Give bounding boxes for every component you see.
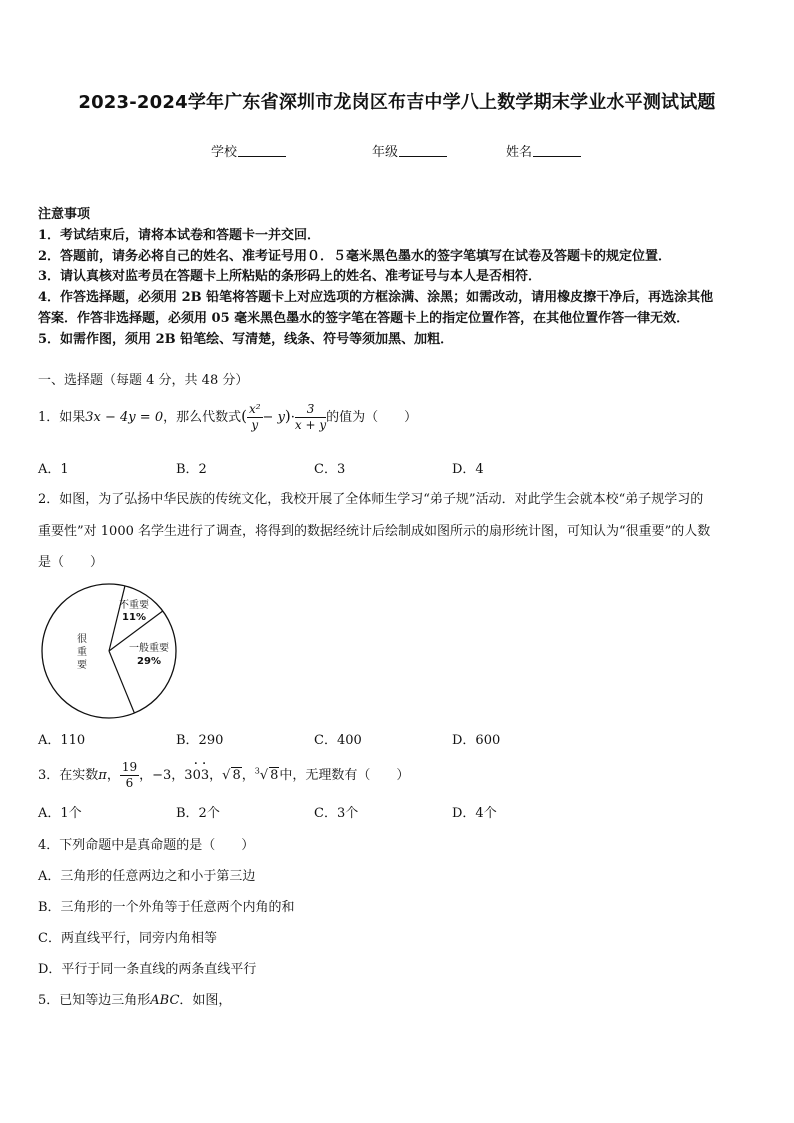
notice-item-5: 5．如需作图，须用 2B 铅笔绘、写清楚，线条、符号等须加黑、加粗． [38, 332, 454, 347]
section-heading: 一、选择题（每题 4 分，共 48 分） [38, 373, 249, 388]
pie-label-very-important-2: 重 [77, 647, 87, 658]
q2-option-d[interactable]: D．600 [452, 733, 501, 748]
q3-f-num: 19 [121, 760, 138, 774]
q4-option-c[interactable]: C．两直线平行，同旁内角相等 [38, 931, 217, 946]
q3-f-den: 6 [125, 776, 134, 790]
name-blank [533, 144, 581, 157]
notice-item-1: 1．考试结束后，请将本试卷和答题卡一并交回． [38, 228, 321, 243]
name-field [506, 141, 581, 160]
q1-f1-num: x² [248, 402, 261, 416]
q5-abc: ABC [150, 993, 180, 1008]
q3-neg3: ，−3， [139, 768, 185, 783]
q1-option-b[interactable]: B．2 [176, 462, 207, 477]
pie-chart [38, 580, 188, 722]
q3-pi: π [98, 768, 107, 783]
q1-f1-den: y [251, 418, 259, 432]
q1-f2-num: 3 [295, 402, 326, 418]
notice-item-3: 3．请认真核对监考员在答题卡上所粘贴的条形码上的姓名、准考证号与本人是否相符． [38, 269, 542, 284]
question-3 [38, 760, 409, 791]
q2-option-a[interactable]: A．110 [38, 733, 86, 748]
page-title: 2023-2024学年广东省深圳市龙岗区布吉中学八上数学期末学业水平测试试题 [78, 92, 716, 113]
q3-sep-2: ， [209, 768, 223, 783]
q1-equation: 3x − 4y = 0 [85, 410, 164, 425]
pie-label-not-important: 不重要 [119, 600, 149, 611]
q3-rep-c: · 3 [201, 768, 209, 783]
school-label: 学校 [211, 145, 238, 160]
notice-item-4-cont: 答案．作答非选择题，必须用 05 毫米黑色墨水的签字笔在答题卡上的指定位置作答，在其他位置作答一律无效． [38, 311, 690, 326]
q4-stem: 4．下列命题中是真命题的是（ ） [38, 838, 255, 853]
q3-sqrt8: √ 8 [222, 768, 241, 783]
pie-label-moderately-important-pct: 29% [137, 656, 161, 667]
q3-prefix: 3．在实数 [38, 768, 99, 783]
q3-rep-a: 3 [184, 768, 193, 783]
question-1: 1．如果3x − 4y = 0，那么代数式( $\frac{\text{x²}}{y}$ − y)· $\frac{3}{x + y}$ 的值为（ ） [38, 402, 418, 432]
q3-sep-3: ， [241, 768, 255, 783]
name-label: 姓名 [506, 145, 533, 160]
q3-rep-b: · 0 [193, 768, 201, 783]
q1-fraction-1 [247, 402, 263, 433]
q4-option-b[interactable]: B．三角形的一个外角等于任意两个内角的和 [38, 900, 295, 915]
q1-fraction-2 [295, 402, 326, 433]
q3-suffix: 中，无理数有（ ） [279, 768, 410, 783]
q3-cbrt8-radicand: 8 [270, 768, 279, 783]
school-blank [238, 144, 286, 157]
grade-field [372, 141, 447, 160]
q1-f2-den: x + y [294, 418, 327, 432]
school-field [211, 141, 286, 160]
q3-sqrt8-radicand: 8 [232, 768, 241, 783]
q1-option-a[interactable]: A．1 [38, 462, 69, 477]
pie-label-very-important-3: 要 [77, 660, 87, 671]
pie-label-very-important-1: 很 [77, 634, 87, 645]
q1-prefix: 1．如果 [38, 410, 86, 425]
q2-option-b[interactable]: B．290 [176, 733, 224, 748]
q3-option-b[interactable]: B．2个 [176, 806, 220, 821]
q3-cbrt8: $^3$√ 8 [254, 766, 279, 783]
q3-option-c[interactable]: C．3个 [314, 806, 359, 821]
q1-option-c[interactable]: C．3 [314, 462, 346, 477]
notice-item-4: 4．作答选择题，必须用 2B 铅笔将答题卡上对应选项的方框涂满、涂黑；如需改动，请用橡皮擦干净后，再选涂其他 [38, 290, 714, 305]
q5-suffix: ．如图， [179, 993, 232, 1008]
q2-option-c[interactable]: C．400 [314, 733, 362, 748]
q2-line-1: 2．如图，为了弘扬中华民族的传统文化，我校开展了全体师生学习“弟子规”活动．对此学生会就本校“弟子规学习的 [38, 492, 704, 507]
notice-heading: 注意事项 [38, 207, 91, 222]
grade-label: 年级 [372, 145, 399, 160]
q5-prefix: 5．已知等边三角形 [38, 993, 151, 1008]
q2-line-3: 是（ ） [38, 555, 104, 570]
pie-label-not-important-pct: 11% [122, 612, 146, 623]
q2-line-2: 重要性”对 1000 名学生进行了调查，将得到的数据经统计后绘制成如图所示的扇形统计图，可知认为“很重要”的人数 [38, 524, 711, 539]
pie-label-moderately-important: 一般重要 [129, 643, 169, 654]
q4-option-a[interactable]: A．三角形的任意两边之和小于第三边 [38, 869, 256, 884]
q1-minus-y: − y [262, 410, 285, 425]
q1-suffix: 的值为（ ） [326, 410, 418, 425]
question-5 [38, 989, 231, 1008]
q3-option-a[interactable]: A．1个 [38, 806, 82, 821]
q1-option-d[interactable]: D．4 [452, 462, 484, 477]
q4-option-d[interactable]: D．平行于同一条直线的两条直线平行 [38, 962, 257, 977]
q3-sep-1: ， [106, 768, 120, 783]
q1-mid: ，那么代数式 [163, 410, 242, 425]
grade-blank [399, 144, 447, 157]
q3-option-d[interactable]: D．4个 [452, 806, 497, 821]
q3-repeating-decimal [184, 768, 209, 783]
notice-item-2: 2．答题前，请务必将自己的姓名、准考证号用０．５毫米黑色墨水的签字笔填写在试卷及答题卡的规定位置． [38, 249, 672, 264]
q3-cbrt-index: 3 [254, 766, 260, 776]
q1-dot: · [290, 410, 295, 425]
q3-fraction [120, 760, 139, 791]
